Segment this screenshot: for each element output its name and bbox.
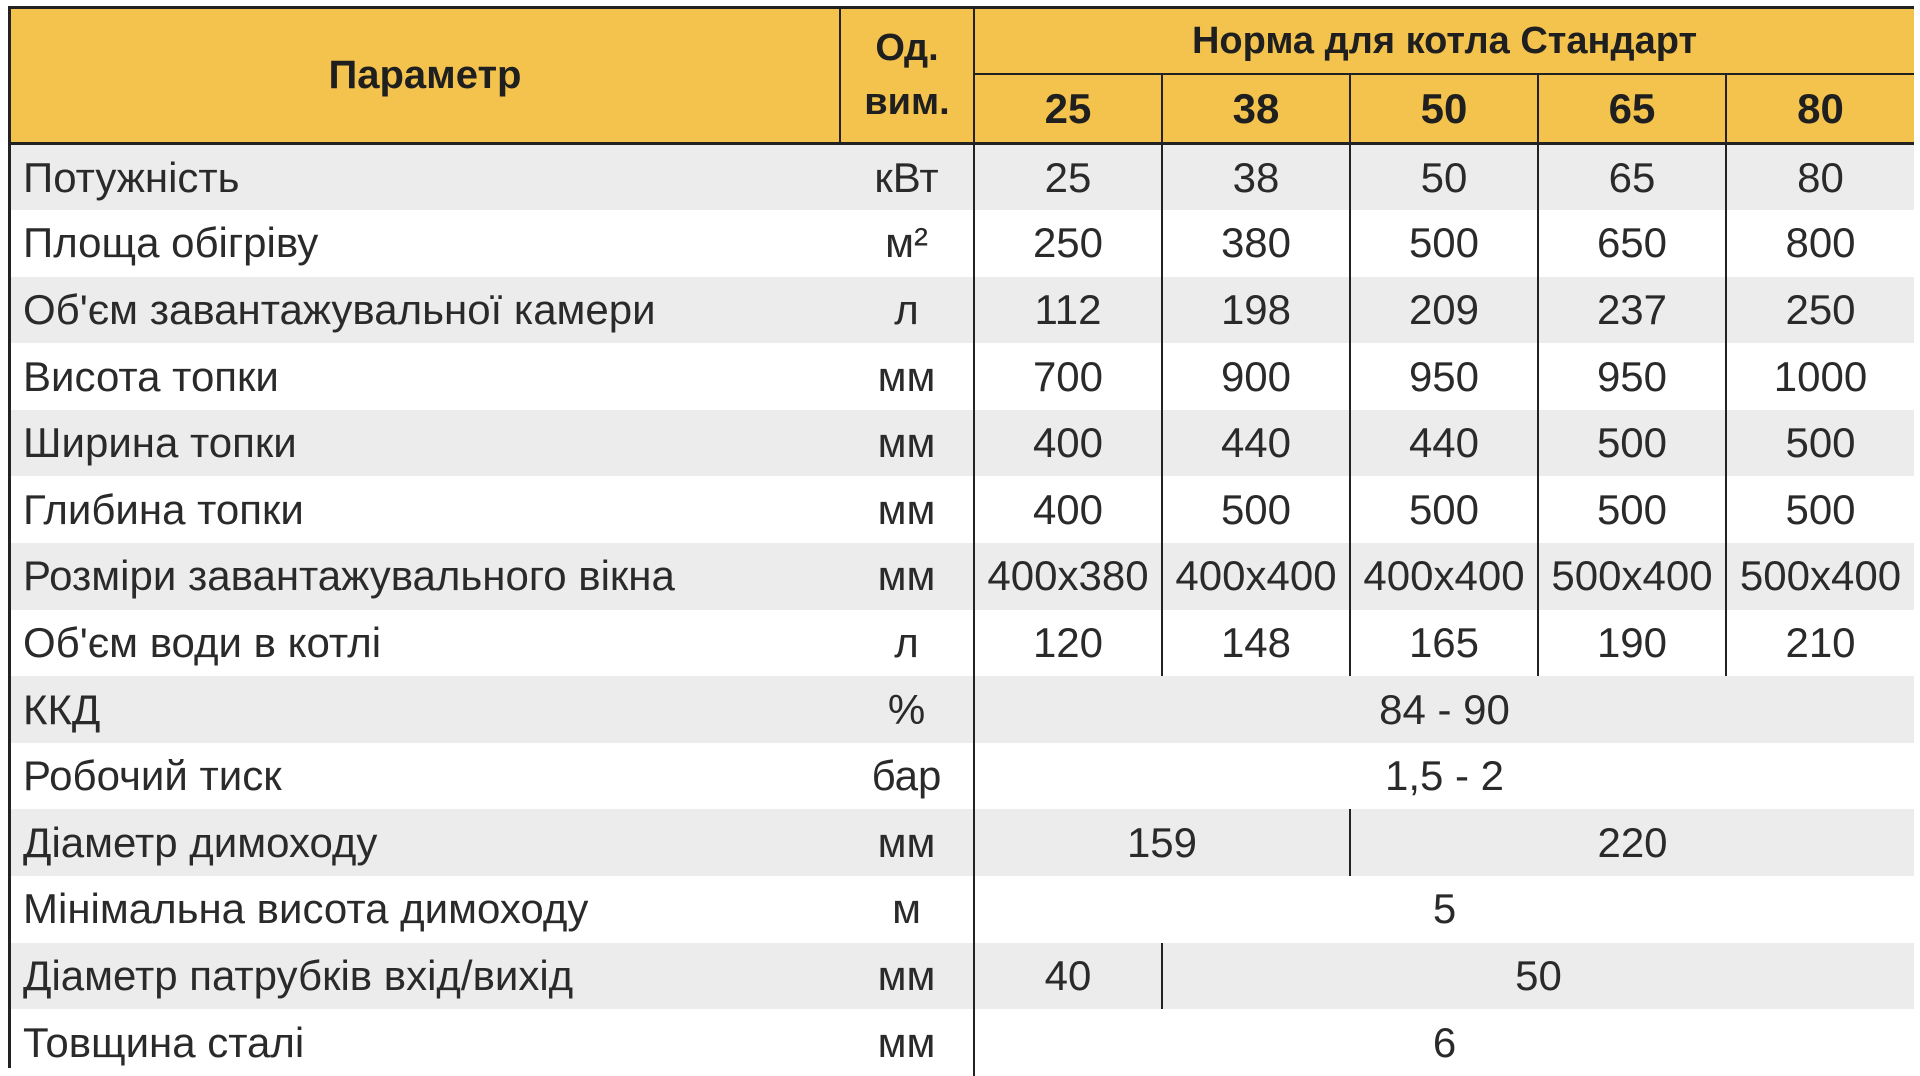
row-value: 700 [974, 343, 1162, 410]
row-value: 500 [1726, 410, 1914, 477]
row-value: 112 [974, 277, 1162, 344]
row-value: 950 [1350, 343, 1538, 410]
table-row [11, 876, 1914, 943]
row-parameter: Площа обігріву [11, 210, 840, 277]
header-parameter: Параметр [11, 9, 840, 144]
table-row [11, 277, 1914, 344]
header-model: 65 [1538, 74, 1726, 144]
row-value: 440 [1350, 410, 1538, 477]
header-model: 50 [1350, 74, 1538, 144]
row-value: 400 [974, 476, 1162, 543]
row-unit: мм [840, 410, 974, 477]
row-parameter: Ширина топки [11, 410, 840, 477]
row-value: 190 [1538, 610, 1726, 677]
row-value: 650 [1538, 210, 1726, 277]
row-parameter: Глибина топки [11, 476, 840, 543]
row-value: 500 [1726, 476, 1914, 543]
table-row [11, 943, 1914, 1010]
table-row [11, 543, 1914, 610]
row-parameter: ККД [11, 676, 840, 743]
row-unit: мм [840, 943, 974, 1010]
header-unit-line2: вим. [864, 80, 950, 123]
row-value: 84 - 90 [974, 676, 1914, 743]
row-unit: мм [840, 476, 974, 543]
specs-table-frame [8, 6, 1914, 1068]
row-value: 120 [974, 610, 1162, 677]
row-parameter: Висота топки [11, 343, 840, 410]
row-value: 380 [1162, 210, 1350, 277]
row-parameter: Об'єм завантажувальної камери [11, 277, 840, 344]
row-value: 5 [974, 876, 1914, 943]
table-row [11, 1009, 1914, 1076]
header-model: 80 [1726, 74, 1914, 144]
row-unit: % [840, 676, 974, 743]
table-row [11, 410, 1914, 477]
row-value: 440 [1162, 410, 1350, 477]
row-parameter: Мінімальна висота димоходу [11, 876, 840, 943]
row-parameter: Об'єм води в котлі [11, 610, 840, 677]
table-row [11, 610, 1914, 677]
row-parameter: Робочий тиск [11, 743, 840, 810]
row-unit: м² [840, 210, 974, 277]
row-value: 500 [1162, 476, 1350, 543]
row-value: 800 [1726, 210, 1914, 277]
row-value: 148 [1162, 610, 1350, 677]
row-value: 220 [1350, 809, 1914, 876]
row-value: 165 [1350, 610, 1538, 677]
header-model: 38 [1162, 74, 1350, 144]
row-value: 950 [1538, 343, 1726, 410]
row-parameter: Товщина сталі [11, 1009, 840, 1076]
row-value: 400x400 [1350, 543, 1538, 610]
row-value: 50 [1350, 144, 1538, 211]
row-value: 500x400 [1538, 543, 1726, 610]
row-value: 250 [974, 210, 1162, 277]
row-value: 6 [974, 1009, 1914, 1076]
header-group: Норма для котла Стандарт [974, 9, 1914, 74]
row-value: 500 [1538, 476, 1726, 543]
row-unit: мм [840, 343, 974, 410]
boiler-specs-table [11, 9, 1914, 1076]
table-row [11, 144, 1914, 211]
row-value: 1,5 - 2 [974, 743, 1914, 810]
row-value: 250 [1726, 277, 1914, 344]
row-value: 210 [1726, 610, 1914, 677]
row-value: 65 [1538, 144, 1726, 211]
row-unit: кВт [840, 144, 974, 211]
row-value: 1000 [1726, 343, 1914, 410]
row-value: 25 [974, 144, 1162, 211]
table-row [11, 343, 1914, 410]
row-unit: мм [840, 543, 974, 610]
row-unit: л [840, 277, 974, 344]
row-value: 159 [974, 809, 1350, 876]
row-parameter: Діаметр димоходу [11, 809, 840, 876]
table-row [11, 809, 1914, 876]
table-row [11, 743, 1914, 810]
row-value: 50 [1162, 943, 1914, 1010]
row-value: 38 [1162, 144, 1350, 211]
row-value: 237 [1538, 277, 1726, 344]
row-unit: бар [840, 743, 974, 810]
row-value: 40 [974, 943, 1162, 1010]
row-value: 400x380 [974, 543, 1162, 610]
row-unit: мм [840, 809, 974, 876]
table-row [11, 210, 1914, 277]
row-value: 400 [974, 410, 1162, 477]
row-value: 80 [1726, 144, 1914, 211]
header-unit [840, 9, 974, 144]
table-row [11, 676, 1914, 743]
row-value: 209 [1350, 277, 1538, 344]
row-parameter: Потужність [11, 144, 840, 211]
row-unit: мм [840, 1009, 974, 1076]
row-unit: м [840, 876, 974, 943]
row-value: 900 [1162, 343, 1350, 410]
table-row [11, 476, 1914, 543]
row-value: 500 [1538, 410, 1726, 477]
row-parameter: Розміри завантажувального вікна [11, 543, 840, 610]
header-unit-line1: Од. [875, 27, 939, 70]
header-model: 25 [974, 74, 1162, 144]
row-value: 198 [1162, 277, 1350, 344]
row-value: 500 [1350, 210, 1538, 277]
row-value: 500x400 [1726, 543, 1914, 610]
row-parameter: Діаметр патрубків вхід/вихід [11, 943, 840, 1010]
row-value: 500 [1350, 476, 1538, 543]
row-unit: л [840, 610, 974, 677]
row-value: 400x400 [1162, 543, 1350, 610]
